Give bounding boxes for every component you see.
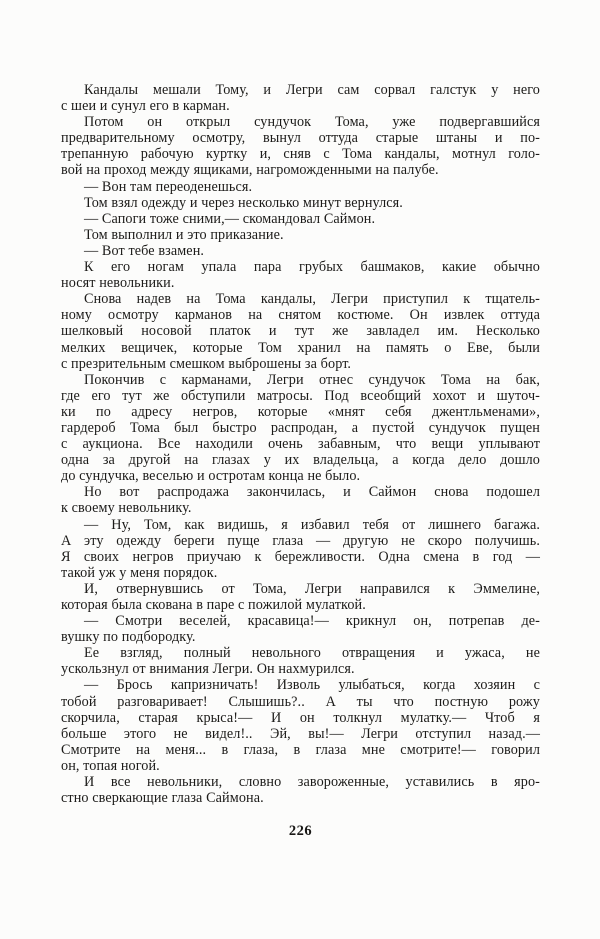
text-line: Смотрите на меня... в глаза, в глаза мне смотрите!— говорил <box>61 741 540 758</box>
text-line: скорчила, старая крыса!— И он толкнул мулатку.— Чтоб я <box>61 709 540 726</box>
text-line: ному осмотру карманов на снятом костюме. Он извлек оттуда <box>61 307 540 324</box>
text-line: ки по адресу негров, которые «мнят себя джентльменами», <box>61 403 540 420</box>
text-line: Но вот распродажа закончилась, и Саймон снова подошел <box>84 484 540 501</box>
text-line: он, топая ногой. <box>61 757 160 774</box>
text-block <box>61 82 540 806</box>
text-line: Кандалы мешали Тому, и Легри сам сорвал галстук у него <box>84 82 540 98</box>
text-line: ускользнул от внимания Легри. Он нахмурился. <box>61 661 355 678</box>
text-line: Покончив с карманами, Легри отнес сундучок Тома на бак, <box>84 371 540 388</box>
text-line: с шеи и сунул его в карман. <box>61 98 230 115</box>
text-line: И, отвернувшись от Тома, Легри направился к Эммелине, <box>84 580 540 597</box>
text-line: гардероб Тома был быстро распродан, а пустой сундучок пущен <box>61 419 540 436</box>
text-line: с презрительным смешком выброшены за борт. <box>61 355 352 372</box>
page-number: 226 <box>288 823 313 839</box>
text-line: предварительному осмотру, вынул оттуда старые штаны и по- <box>61 130 540 147</box>
paragraph <box>61 179 540 195</box>
text-line: А эту одежду береги пуще глаза — другую не скоро получишь. <box>61 532 540 549</box>
text-line: до сундучка, веселью и остротам конца не было. <box>61 468 361 485</box>
text-line: вой на проход между ящиками, нагроможденными на палубе. <box>61 162 439 179</box>
paragraph <box>61 259 540 291</box>
paragraph <box>61 243 540 259</box>
text-line: носят невольники. <box>61 275 175 292</box>
text-line: — Сапоги тоже сними,— скомандовал Саймон. <box>84 210 376 227</box>
paragraph <box>61 484 540 516</box>
text-line: шелковый носовой платок и тут же завладел им. Несколько <box>61 323 540 340</box>
text-line: Том взял одежду и через несколько минут вернулся. <box>84 194 403 211</box>
text-line: Я своих негров приучаю к бережливости. Одна смена в год — <box>61 548 540 565</box>
paragraph <box>61 372 540 485</box>
text-line: И все невольники, словно завороженные, уставились в яро- <box>84 774 540 791</box>
text-line: к своему невольнику. <box>61 500 192 517</box>
text-line: — Вон там переоденешься. <box>84 178 253 195</box>
text-line: трепанную рабочую куртку и, сняв с Тома кандалы, мотнул голо- <box>61 146 540 163</box>
paragraph <box>61 291 540 371</box>
text-line: — Брось капризничать! Изволь улыбаться, когда хозяин с <box>84 677 540 694</box>
paragraph <box>61 227 540 243</box>
text-line: больше этого не видел!.. Эй, вы!— Легри отступил назад.— <box>61 725 540 742</box>
paragraph <box>61 677 540 774</box>
text-line: — Смотри веселей, красавица!— крикнул он, потрепав де- <box>84 613 540 630</box>
paragraph <box>61 774 540 806</box>
paragraph <box>61 581 540 613</box>
text-line: такой уж у меня порядок. <box>61 564 218 581</box>
paragraph <box>61 195 540 211</box>
text-line: где его тут же обступили матросы. Под всеобщий хохот и шуточ- <box>61 387 540 404</box>
text-line: Потом он открыл сундучок Тома, уже подвергавшийся <box>84 114 540 131</box>
text-line: — Ну, Том, как видишь, я избавил тебя от лишнего багажа. <box>84 516 540 533</box>
text-line: — Вот тебе взамен. <box>84 242 205 259</box>
paragraph <box>61 517 540 581</box>
text-line: стно сверкающие глаза Саймона. <box>61 790 264 807</box>
text-line: Том выполнил и это приказание. <box>84 226 284 243</box>
text-line: одна за другой на глазах у их владельца, а когда дело дошло <box>61 452 540 469</box>
paragraph <box>61 114 540 178</box>
text-line: тобой разговаривает! Слышишь?.. А ты что постную рожу <box>61 693 540 710</box>
text-line: мелких вещичек, которые Том хранил на память о Еве, были <box>61 339 540 356</box>
paragraph <box>61 613 540 645</box>
paragraph <box>61 645 540 677</box>
text-line: которая была скована в паре с пожилой мулаткой. <box>61 597 366 613</box>
paragraph <box>61 211 540 227</box>
text-line: К его ногам упала пара грубых башмаков, какие обычно <box>84 259 540 276</box>
text-line: вушку по подбородку. <box>61 629 196 646</box>
paragraph <box>61 82 540 114</box>
text-line: Ее взгляд, полный невольного отвращения и ужаса, не <box>84 645 540 662</box>
text-line: Снова надев на Тома кандалы, Легри приступил к тщатель- <box>84 291 540 308</box>
text-line: с аукциона. Все находили очень забавным, что вещи уплывают <box>61 436 540 453</box>
